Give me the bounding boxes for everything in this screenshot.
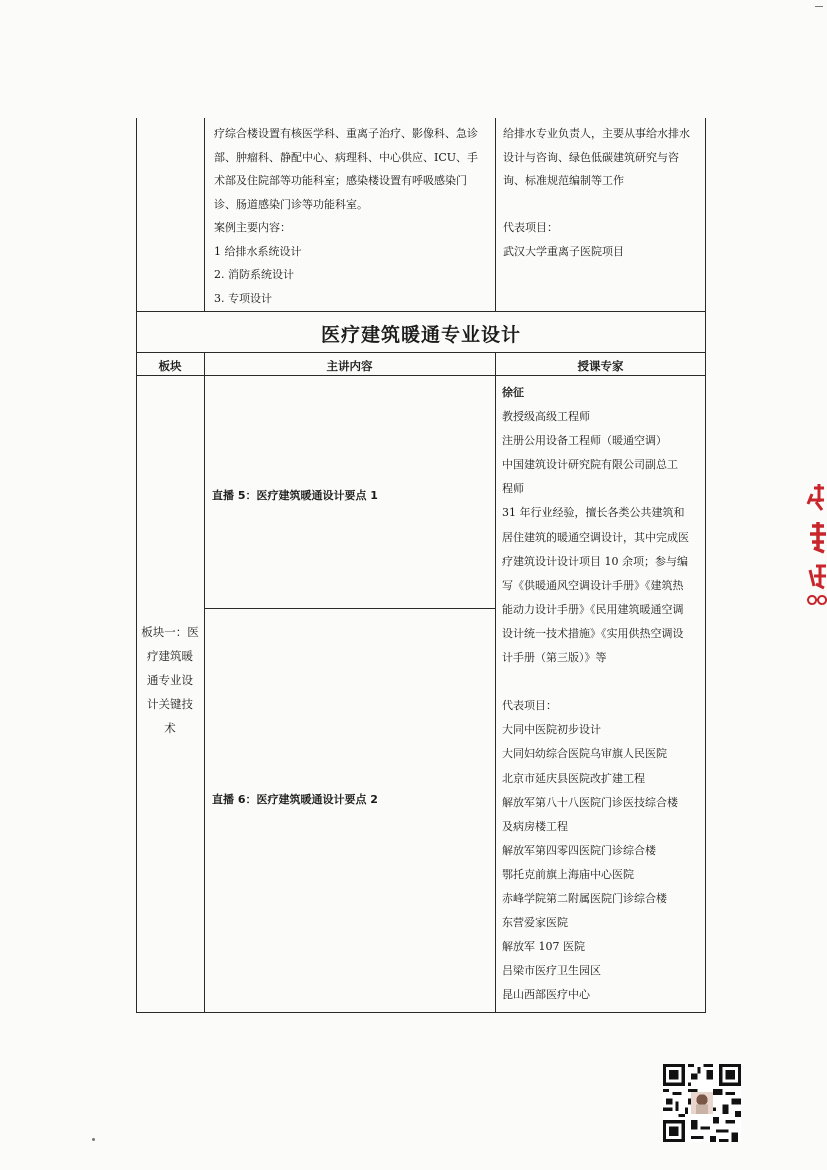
- expert-line: 鄂托克前旗上海庙中心医院: [502, 867, 634, 881]
- top-expert-line: 设计与咨询、绿色低碳建筑研究与咨: [503, 150, 679, 164]
- expert-line: 解放军 107 医院: [502, 940, 585, 954]
- expert-line: 解放军第八十八医院门诊医技综合楼: [502, 795, 678, 809]
- top-expert-line: 询、标准规范编制等工作: [503, 174, 624, 187]
- module-line: 板块一：医: [141, 625, 199, 639]
- expert-line: 昆山西部医疗中心: [502, 988, 590, 1002]
- expert-line: 东营爱家医院: [502, 916, 568, 930]
- expert-line: 程师: [502, 482, 524, 496]
- session-5: 直播 5：医疗建筑暖通设计要点 1: [212, 489, 378, 502]
- divider-top-section: [136, 311, 706, 312]
- top-content-line: 2. 消防系统设计: [214, 268, 294, 281]
- expert-line: 计手册（第三版）》等: [502, 651, 607, 665]
- expert-line: 设计统一技术措施》《实用供热空调设: [502, 626, 684, 640]
- col-divider-1: [204, 352, 205, 1013]
- expert-line: 写《供暖通风空调设计手册》《建筑热: [502, 578, 684, 592]
- top-content-line: 术部及住院部等功能科室；感染楼设置有呼吸感染门: [214, 174, 467, 187]
- expert-name: 徐征: [502, 386, 524, 399]
- expert-line: 能动力设计手册》《民用建筑暖通空调: [502, 602, 684, 616]
- module-line: 疗建筑暖: [147, 649, 193, 663]
- expert-line: 大同妇幼综合医院乌审旗人民医院: [502, 747, 667, 761]
- table-border-left: [136, 118, 137, 1013]
- qr-code: [663, 1064, 741, 1142]
- divider-title: [136, 352, 706, 353]
- top-content-line: 3. 专项设计: [214, 291, 272, 305]
- expert-line: 及病房楼工程: [502, 819, 568, 833]
- section-title: 医疗建筑暖通专业设计: [320, 324, 521, 346]
- module-line: 计关键技: [147, 697, 193, 711]
- expert-line: 疗建筑设计设计项目 10 余项；参与编: [502, 554, 688, 568]
- expert-line: 赤峰学院第二附属医院门诊综合楼: [502, 891, 667, 905]
- header-content: 主讲内容: [326, 359, 373, 373]
- expert-line: 北京市延庆县医院改扩建工程: [502, 771, 645, 785]
- top-expert-cell: [503, 122, 703, 263]
- scan-speck: [92, 1138, 95, 1141]
- stamp-fragment: [800, 478, 827, 638]
- expert-line: 31 年行业经验，擅长各类公共建筑和: [502, 506, 685, 520]
- col-divider-1-top: [204, 118, 205, 311]
- expert-line: [502, 670, 704, 694]
- expert-line: 代表项目：: [502, 699, 557, 713]
- header-module: 板块: [158, 359, 182, 373]
- table-border-right: [705, 118, 706, 1013]
- top-expert-line: [503, 193, 703, 217]
- header-expert: 授课专家: [577, 359, 624, 373]
- expert-line: 教授级高级工程师: [502, 410, 590, 424]
- col-divider-2: [495, 352, 496, 1013]
- module-line: 术: [164, 721, 176, 735]
- expert-line: 中国建筑设计研究院有限公司副总工: [502, 458, 678, 472]
- top-content-line: 疗综合楼设置有核医学科、重离子治疗、影像科、急诊: [214, 127, 478, 140]
- col-divider-2-top: [495, 118, 496, 311]
- expert-line: 居住建筑的暖通空调设计，其中完成医: [502, 530, 689, 544]
- top-expert-line: 给排水专业负责人，主要从事给水排水: [503, 127, 690, 140]
- module-cell: [136, 620, 204, 740]
- table-border-bottom: [136, 1012, 706, 1013]
- divider-header: [136, 375, 706, 376]
- expert-cell: [502, 381, 704, 1007]
- top-content-line: 案例主要内容：: [214, 221, 291, 234]
- session-6: 直播 6：医疗建筑暖通设计要点 2: [212, 793, 378, 806]
- module-line: 通专业设: [147, 673, 193, 687]
- expert-line: 注册公用设备工程师（暖通空调）: [502, 434, 667, 448]
- top-expert-line: 代表项目：: [503, 221, 558, 234]
- top-content-line: 诊、肠道感染门诊等功能科室。: [214, 197, 368, 211]
- top-expert-line: 武汉大学重离子医院项目: [503, 244, 624, 258]
- top-content-cell: [214, 122, 494, 310]
- expert-line: 解放军第四零四医院门诊综合楼: [502, 843, 656, 857]
- divider-sessions: [204, 608, 496, 609]
- expert-line: 吕梁市医疗卫生园区: [502, 964, 601, 978]
- top-content-line: 部、肿瘤科、静配中心、病理科、中心供应、ICU、手: [214, 150, 479, 164]
- top-content-line: 1 给排水系统设计: [214, 244, 302, 258]
- scan-mark: [815, 6, 823, 7]
- expert-line: 大同中医院初步设计: [502, 723, 601, 737]
